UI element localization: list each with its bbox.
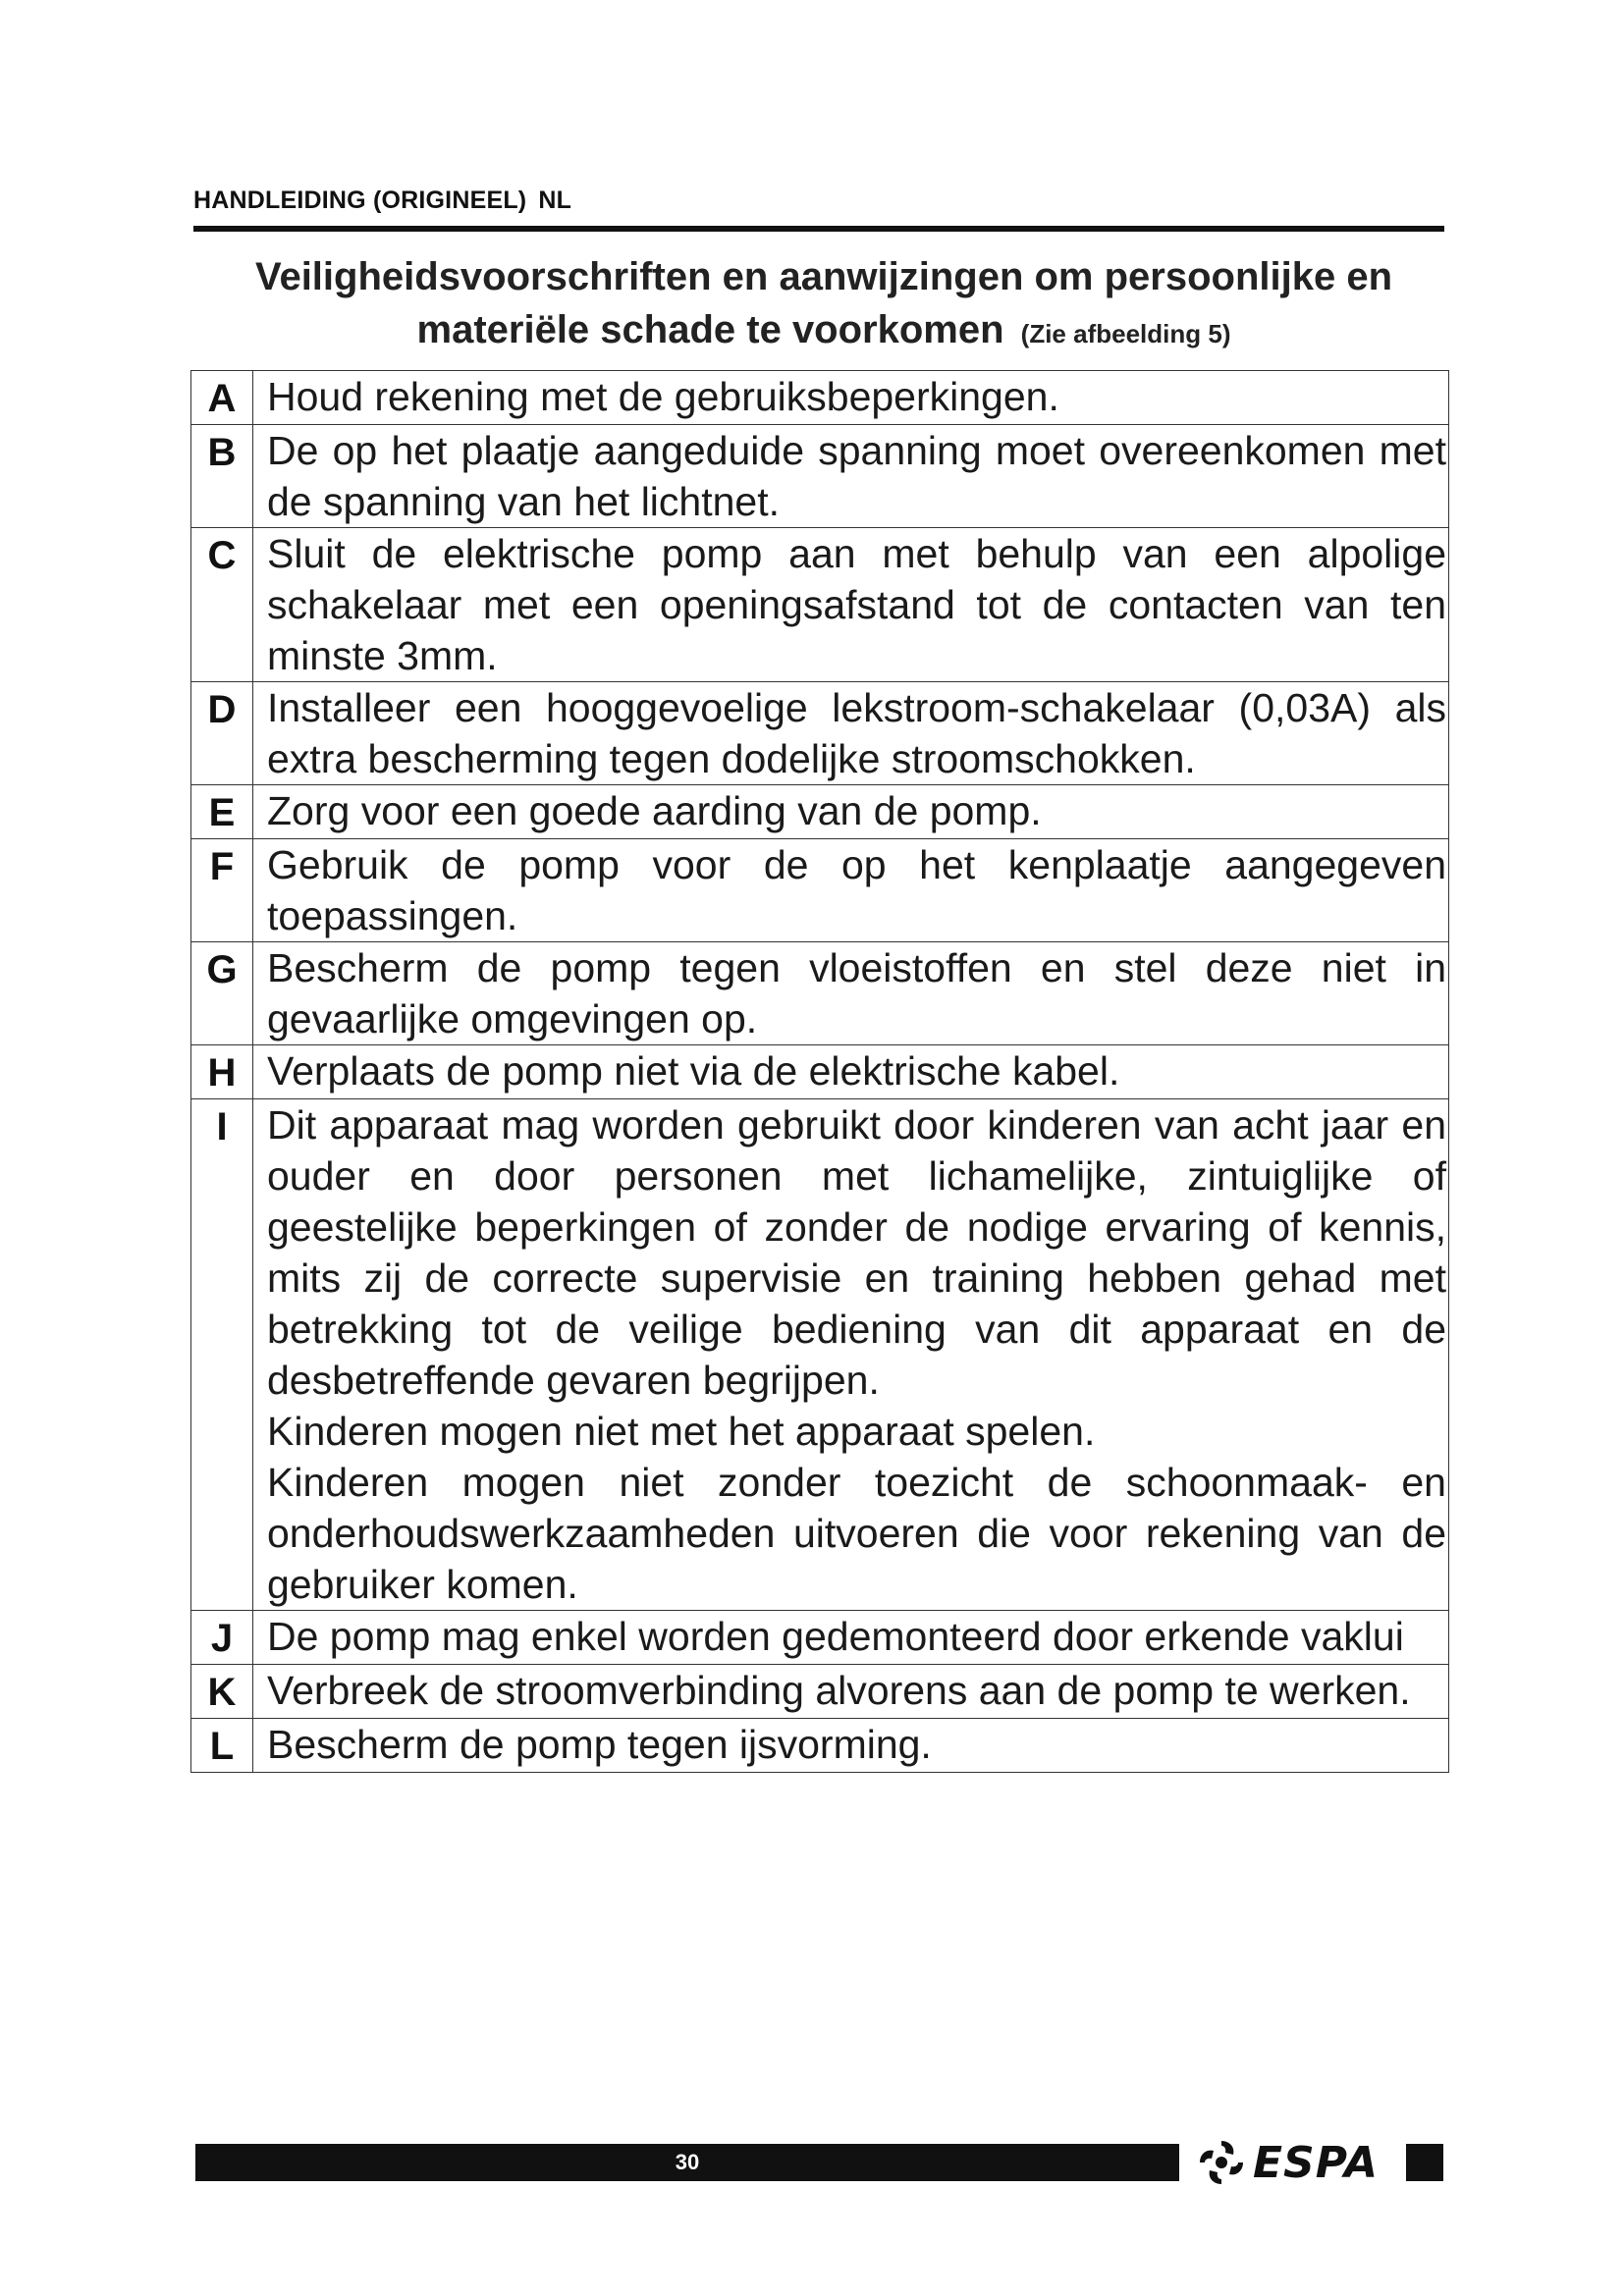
- rule-row: [191, 682, 1449, 785]
- rule-letter: I: [191, 1099, 253, 1611]
- rule-row: [191, 1099, 1449, 1611]
- rule-paragraph: Sluit de elektrische pomp aan met behulp van een alpolige schakelaar met een openingsafstand tot de contacten van ten minste 3mm.: [267, 531, 1446, 678]
- rule-letter: A: [191, 371, 253, 425]
- rule-letter: L: [191, 1719, 253, 1773]
- rule-row: [191, 371, 1449, 425]
- rule-paragraph: De op het plaatje aangeduide spanning moet overeenkomen met de spanning van het lichtnet.: [267, 428, 1446, 524]
- section-title-note: (Zie afbeelding 5): [1020, 319, 1231, 348]
- header-language: NL: [538, 187, 572, 214]
- footer-end-block: [1406, 2144, 1443, 2181]
- rule-row: [191, 528, 1449, 682]
- rule-text: [253, 839, 1449, 942]
- safety-rules-body: [191, 371, 1449, 1773]
- rule-paragraph: Installeer een hooggevoelige lekstroom-schakelaar (0,03A) als extra bescherming tegen dodelijke stroomschokken.: [267, 685, 1446, 781]
- rule-row: [191, 942, 1449, 1045]
- rule-paragraph: Kinderen mogen niet zonder toezicht de schoonmaak- en onderhoudswerkzaamheden uitvoeren die voor rekening van de gebruiker komen.: [267, 1460, 1446, 1607]
- rule-paragraph: Zorg voor een goede aarding van de pomp.: [267, 788, 1042, 833]
- rule-letter: C: [191, 528, 253, 682]
- rule-row: [191, 425, 1449, 528]
- rule-text: [253, 682, 1449, 785]
- rule-letter: E: [191, 785, 253, 839]
- header-title: [193, 187, 571, 215]
- rule-text: [253, 1719, 1449, 1773]
- rule-paragraph: Kinderen mogen niet met het apparaat spelen.: [267, 1409, 1096, 1454]
- rule-paragraph: Bescherm de pomp tegen ijsvorming.: [267, 1722, 932, 1767]
- rule-row: [191, 839, 1449, 942]
- rule-letter: G: [191, 942, 253, 1045]
- rule-text: [253, 371, 1449, 425]
- rule-text: [253, 942, 1449, 1045]
- document-header: [193, 187, 1444, 232]
- rule-text: [253, 1611, 1449, 1665]
- rule-row: [191, 1045, 1449, 1099]
- rule-letter: D: [191, 682, 253, 785]
- espa-logo-text: ESPA: [1253, 2137, 1380, 2188]
- rule-paragraph: Verbreek de stroomverbinding alvorens aan de pomp te werken.: [267, 1668, 1411, 1713]
- rule-text: [253, 785, 1449, 839]
- rule-text: [253, 425, 1449, 528]
- rule-text: [253, 1099, 1449, 1611]
- rule-letter: K: [191, 1665, 253, 1719]
- header-manual-label: HANDLEIDING (ORIGINEEL): [193, 187, 527, 214]
- espa-logo: [1196, 2135, 1379, 2190]
- safety-rules-table: [190, 370, 1449, 1773]
- espa-logo-mark-icon: [1196, 2137, 1247, 2188]
- rule-letter: J: [191, 1611, 253, 1665]
- rule-text: [253, 528, 1449, 682]
- rule-paragraph: Verplaats de pomp niet via de elektrische kabel.: [267, 1048, 1120, 1094]
- page-number: 30: [675, 2150, 700, 2174]
- rule-text: [253, 1665, 1449, 1719]
- rule-row: [191, 1719, 1449, 1773]
- rule-row: [191, 1611, 1449, 1665]
- rule-letter: H: [191, 1045, 253, 1099]
- rule-paragraph: Dit apparaat mag worden gebruikt door kinderen van acht jaar en ouder en door personen met lichamelijke, zintuiglijke of geestelijke beperkingen of zonder de nodige ervaring of kennis, mits zij de correcte supervisie en training hebben gehad met betrekking tot de veilige bediening van dit apparaat en de desbetreffende gevaren begrijpen.: [267, 1102, 1446, 1403]
- rule-paragraph: Houd rekening met de gebruiksbeperkingen.: [267, 374, 1059, 419]
- section-title-main: Veiligheidsvoorschriften en aanwijzingen om persoonlijke en materiële schade te voorkomen: [254, 255, 1393, 351]
- rule-paragraph: Gebruik de pomp voor de op het kenplaatje aangegeven toepassingen.: [267, 842, 1446, 938]
- rule-paragraph: De pomp mag enkel worden gedemonteerd door erkende vaklui: [267, 1614, 1404, 1659]
- footer-bar: [195, 2144, 1179, 2181]
- rule-paragraph: Bescherm de pomp tegen vloeistoffen en stel deze niet in gevaarlijke omgevingen op.: [267, 945, 1446, 1041]
- rule-letter: F: [191, 839, 253, 942]
- rule-row: [191, 1665, 1449, 1719]
- rule-row: [191, 785, 1449, 839]
- section-title: [193, 250, 1454, 360]
- rule-text: [253, 1045, 1449, 1099]
- rule-letter: B: [191, 425, 253, 528]
